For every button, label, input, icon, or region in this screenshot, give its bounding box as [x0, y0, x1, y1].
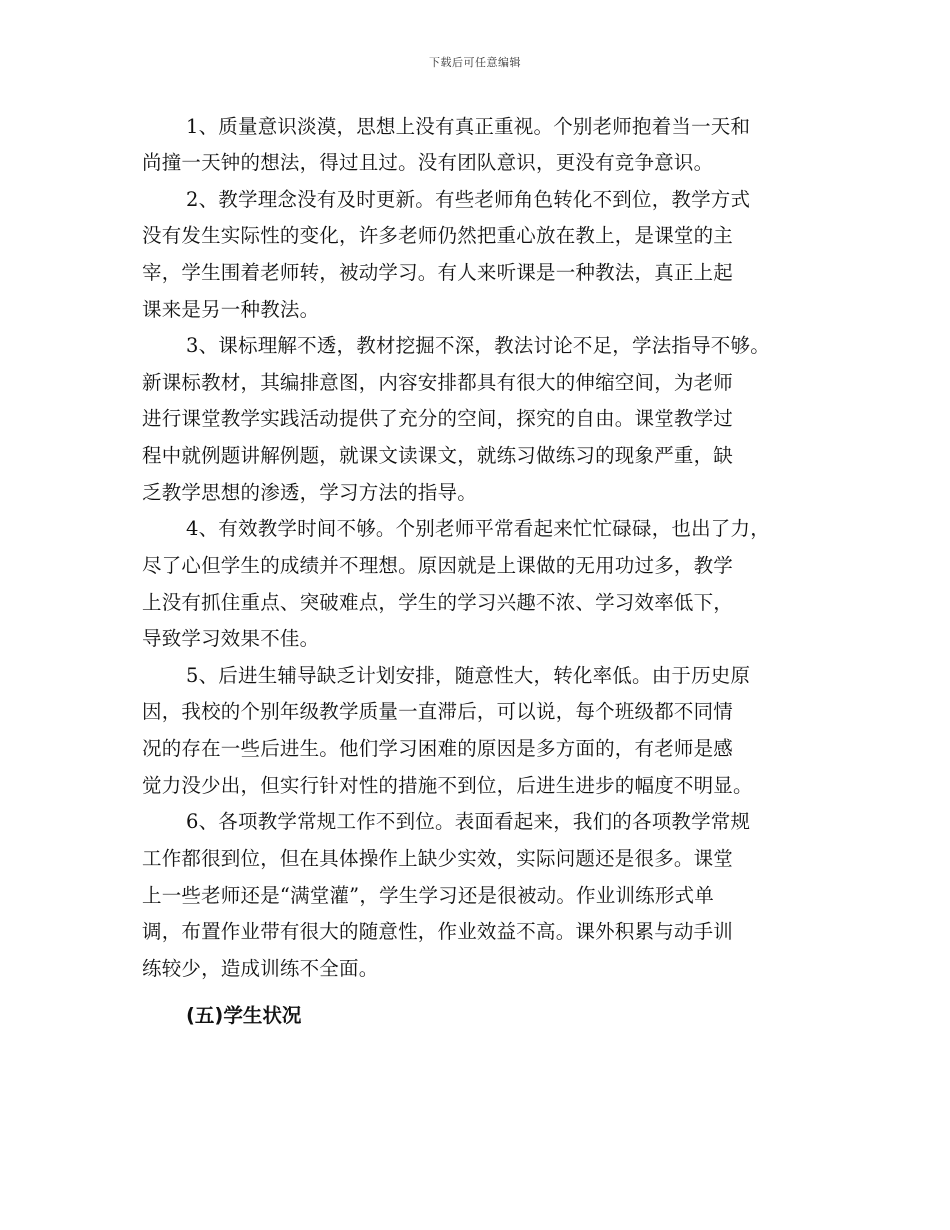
paragraph-4-line-2: 尽了心但学生的成绩并不理想。原因就是上课做的无用功过多，教学	[142, 554, 734, 577]
paragraph-2-line-2: 没有发生实际性的变化，许多老师仍然把重心放在教上，是课堂的主	[142, 224, 734, 247]
paragraph-4-line-4: 导致学习效果不佳。	[142, 627, 320, 650]
paragraph-4-line-3: 上没有抓住重点、突破难点，学生的学习兴趣不浓、学习效率低下，	[142, 591, 734, 614]
paragraph-6-line-4: 调，布置作业带有很大的随意性，作业效益不高。课外积累与动手训	[142, 920, 734, 943]
paragraph-6-line-2: 工作都很到位，但在具体操作上缺少实效，实际问题还是很多。课堂	[142, 847, 734, 870]
page-header: 下载后可任意编辑	[429, 56, 521, 69]
paragraph-6-line-5: 练较少，造成训练不全面。	[142, 957, 379, 980]
paragraph-3-line-3: 进行课堂教学实践活动提供了充分的空间，探究的自由。课堂教学过	[142, 407, 734, 430]
paragraph-1-line-2: 尚撞一天钟的想法，得过且过。没有团队意识，更没有竞争意识。	[142, 151, 714, 174]
paragraph-5-line-2: 因，我校的个别年级教学质量一直滞后，可以说，每个班级都不同情	[142, 700, 734, 723]
paragraph-5-line-3: 况的存在一些后进生。他们学习困难的原因是多方面的，有老师是感	[142, 737, 734, 760]
paragraph-1-line-1: 1、质量意识淡漠，思想上没有真正重视。个别老师抱着当一天和	[186, 115, 751, 138]
paragraph-3-line-2: 新课标教材，其编排意图，内容安排都具有很大的伸缩空间，为老师	[142, 371, 734, 394]
paragraph-2-line-4: 课来是另一种教法。	[142, 298, 320, 321]
paragraph-4-line-1: 4、有效教学时间不够。个别老师平常看起来忙忙碌碌，也出了力，	[186, 517, 770, 540]
paragraph-3-line-1: 3、课标理解不透，教材挖掘不深，教法讨论不足，学法指导不够。	[186, 334, 770, 357]
paragraph-2-line-3: 宰，学生围着老师转，被动学习。有人来听课是一种教法，真正上起	[142, 261, 734, 284]
paragraph-5-line-1: 5、后进生辅导缺乏计划安排，随意性大，转化率低。由于历史原	[186, 664, 751, 687]
paragraph-2-line-1: 2、教学理念没有及时更新。有些老师角色转化不到位，教学方式	[186, 188, 751, 211]
section-heading: (五)学生状况	[186, 1004, 302, 1027]
paragraph-3-line-5: 乏教学思想的渗透，学习方法的指导。	[142, 481, 477, 504]
paragraph-6-line-3: 上一些老师还是“满堂灌”，学生学习还是很被动。作业训练形式单	[142, 884, 714, 907]
paragraph-3-line-4: 程中就例题讲解例题，就课文读课文，就练习做练习的现象严重，缺	[142, 444, 734, 467]
paragraph-6-line-1: 6、各项教学常规工作不到位。表面看起来，我们的各项教学常规	[186, 810, 751, 833]
paragraph-5-line-4: 觉力没少出，但实行针对性的措施不到位，后进生进步的幅度不明显。	[142, 774, 753, 797]
